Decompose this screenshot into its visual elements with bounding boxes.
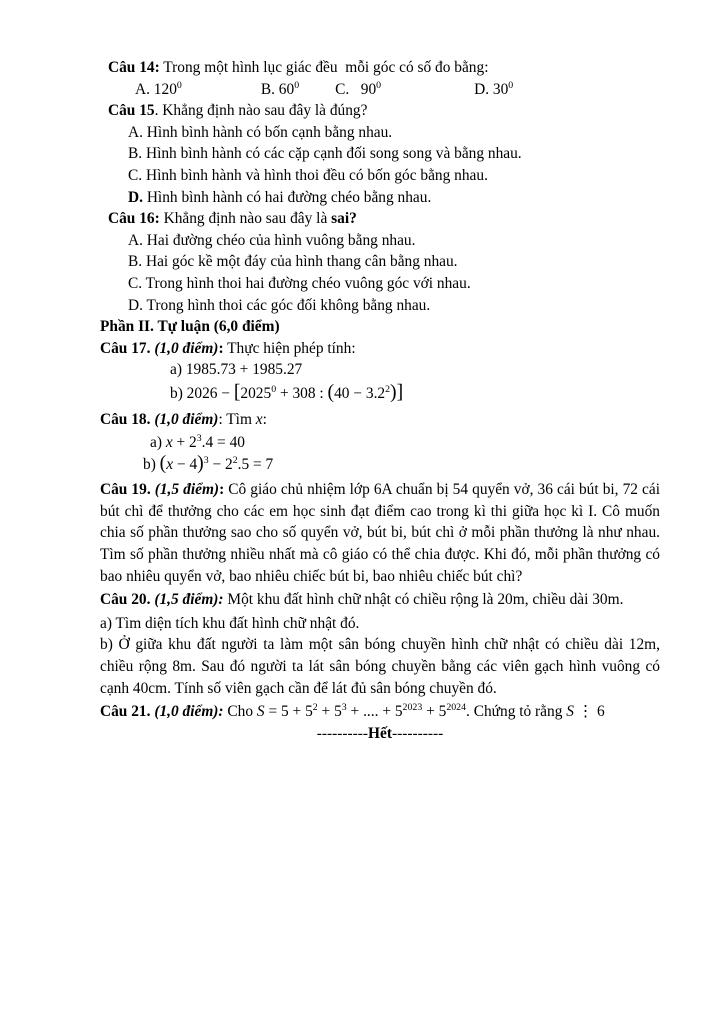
superscript: 2 xyxy=(385,383,391,395)
text-segment: A. Hình bình hành có bốn cạnh bằng nhau. xyxy=(128,123,393,141)
text-segment: Câu 15 xyxy=(108,102,155,120)
question-20 xyxy=(100,589,660,611)
text-segment: x xyxy=(165,434,173,452)
question-19 xyxy=(100,479,660,587)
text-segment: Câu 16: xyxy=(108,210,160,228)
text-segment: Hết xyxy=(368,724,392,742)
text-segment: D. 30 xyxy=(474,80,509,98)
question-15-option-d xyxy=(100,187,660,209)
question-18-part-b xyxy=(100,451,660,476)
text-segment: b) Ở giữa khu đất người ta làm một sân bóng chuyền hình chữ nhật có chiều dài 12m, chiều rộng 8m. Sau đó người ta lát sân bóng chuyền bằng các viên gạch hình vuông có cạnh 40cm. Tính số viên gạch cần để lát đủ sân bóng chuyền đó. xyxy=(100,636,660,697)
text-segment: D. xyxy=(128,188,143,206)
text-segment: : xyxy=(218,339,224,357)
question-17 xyxy=(100,338,660,360)
text-segment: (1,5 điểm) xyxy=(154,481,220,499)
text-segment: A. Hai đường chéo của hình vuông bằng nhau. xyxy=(128,231,416,249)
text-segment: + .... + 5 xyxy=(346,703,403,721)
superscript: 2024 xyxy=(446,702,466,714)
question-16 xyxy=(100,208,660,230)
superscript: 0 xyxy=(376,79,382,91)
text-segment: Hình bình hành có hai đường chéo bằng nhau. xyxy=(142,188,432,206)
text-segment: (1,0 điểm) xyxy=(154,339,219,357)
text-segment: a) xyxy=(150,434,166,452)
text-segment: − 2 xyxy=(208,455,233,473)
text-segment: (1,0 điểm): xyxy=(154,703,224,721)
text-segment: [ xyxy=(233,380,241,403)
question-16-option-a xyxy=(100,230,660,252)
spacer xyxy=(299,93,335,94)
superscript: 0 xyxy=(176,79,182,91)
text-segment: Câu 19. xyxy=(100,481,155,499)
superscript: 3 xyxy=(203,454,209,466)
text-segment: .4 = 40 xyxy=(201,434,245,452)
text-segment: A. 120 xyxy=(135,80,177,98)
text-segment: + 308 : xyxy=(276,384,328,402)
text-segment: (1,0 điểm) xyxy=(154,410,219,428)
text-segment: S xyxy=(566,703,574,721)
question-15-option-a xyxy=(100,122,660,144)
text-segment: 1985.73 + 1985.27 xyxy=(185,361,303,379)
text-segment: 2025 xyxy=(240,384,272,402)
question-20-part-a xyxy=(100,613,660,635)
text-segment: Câu 21. xyxy=(100,703,155,721)
text-segment: C. 90 xyxy=(335,80,377,98)
text-segment: Câu 20. xyxy=(100,591,155,609)
text-segment: x xyxy=(166,455,174,473)
text-segment: b) xyxy=(170,384,187,402)
question-18-part-a xyxy=(100,432,660,454)
text-segment: Phần II. Tự luận (6,0 điểm) xyxy=(100,318,280,336)
text-segment: ( xyxy=(327,380,335,403)
question-17-part-a xyxy=(100,359,660,381)
text-segment: (1,5 điểm): xyxy=(154,591,224,609)
text-segment: . Khẳng định nào sau đây là đúng? xyxy=(154,102,368,120)
text-segment: Thực hiện phép tính: xyxy=(223,339,356,357)
text-segment: C. Hình bình hành và hình thoi đều có bốn góc bằng nhau. xyxy=(128,166,488,184)
question-15-option-b xyxy=(100,143,660,165)
text-segment: ---------- xyxy=(391,724,444,742)
text-segment: 2026 − xyxy=(186,384,234,402)
superscript: 2023 xyxy=(402,702,423,714)
text-segment: − 4 xyxy=(173,455,198,473)
superscript: 2 xyxy=(312,702,318,714)
text-segment: B. Hai góc kề một đáy của hình thang cân bằng nhau. xyxy=(128,253,458,271)
text-segment: Câu 18. xyxy=(100,410,155,428)
text-segment: Câu 14: xyxy=(108,59,160,76)
text-segment: a) xyxy=(170,361,186,379)
text-segment: S xyxy=(256,703,265,721)
text-segment: Câu 17. xyxy=(100,339,155,357)
text-segment: Cô giáo chủ nhiệm lớp 6A chuẩn bị 54 quyển vở, 36 cái bút bi, 72 cái bút chì để thưởng cho các em học sinh đạt điểm cao trong kì thi giữa học kì I. Cô muốn chia số phần thưởng sao cho số quyển vở, bút bi, bút chì ở mỗi phần thưởng là như nhau. Tìm số phần thưởng nhiều nhất mà cô giáo có thể chia được. Khi đó, mỗi phần thưởng có bao nhiêu quyển vở, bao nhiêu chiếc bút bi, bao nhiêu chiếc bút chì? xyxy=(100,481,660,585)
superscript: 0 xyxy=(294,79,300,91)
text-segment: : xyxy=(219,481,225,499)
text-segment: ) xyxy=(390,380,397,403)
text-segment: B. Hình bình hành có các cặp cạnh đối song song và bằng nhau. xyxy=(128,145,522,163)
superscript: 0 xyxy=(508,79,514,91)
question-17-part-b xyxy=(100,380,660,405)
text-segment: sai? xyxy=(331,210,357,228)
superscript: 3 xyxy=(196,432,202,444)
text-segment: 40 − 3.2 xyxy=(334,384,386,402)
question-16-option-b xyxy=(100,251,660,273)
question-15 xyxy=(100,100,660,122)
superscript: 0 xyxy=(271,383,277,395)
question-18 xyxy=(100,409,660,431)
spacer xyxy=(182,93,261,94)
text-segment: Khẳng định nào sau đây là xyxy=(159,210,332,228)
text-segment: Một khu đất hình chữ nhật có chiều rộng là 20m, chiều dài 30m. xyxy=(223,591,624,609)
text-segment: : xyxy=(262,410,267,428)
document-body xyxy=(100,57,660,744)
text-segment: ] xyxy=(396,380,404,403)
text-segment: C. Trong hình thoi hai đường chéo vuông góc với nhau. xyxy=(128,274,471,292)
text-segment: : Tìm xyxy=(218,410,256,428)
text-segment: = 5 + 5 xyxy=(264,703,313,721)
text-segment: ( xyxy=(159,451,167,474)
text-segment: . Chứng tỏ rằng xyxy=(466,703,567,721)
text-segment: + 5 xyxy=(317,703,342,721)
text-segment: + 2 xyxy=(172,434,197,452)
question-16-option-c xyxy=(100,273,660,295)
text-segment: Cho xyxy=(223,703,257,721)
text-segment: B. 60 xyxy=(260,80,295,98)
text-segment: b) xyxy=(143,455,160,473)
text-segment: + 5 xyxy=(422,703,447,721)
text-segment: Trong một hình lục giác đều mỗi góc có số đo bằng: xyxy=(159,59,489,76)
text-segment: x xyxy=(255,410,263,428)
text-segment: D. Trong hình thoi các góc đối không bằng nhau. xyxy=(128,296,431,314)
question-15-option-c xyxy=(100,165,660,187)
end-marker xyxy=(100,723,660,745)
text-segment: a) Tìm diện tích khu đất hình chữ nhật đó. xyxy=(100,614,360,632)
question-14 xyxy=(100,57,660,79)
text-segment: ---------- xyxy=(316,724,369,742)
spacer xyxy=(381,93,474,94)
question-21 xyxy=(100,701,660,723)
superscript: 3 xyxy=(341,702,347,714)
section-2-heading xyxy=(100,316,660,338)
superscript: 2 xyxy=(232,454,238,466)
question-14-options xyxy=(100,79,660,101)
text-segment: ) xyxy=(197,451,204,474)
question-16-option-d xyxy=(100,295,660,317)
text-segment: ⋮ 6 xyxy=(573,703,605,721)
text-segment: .5 = 7 xyxy=(237,455,274,473)
question-20-part-b xyxy=(100,634,660,699)
